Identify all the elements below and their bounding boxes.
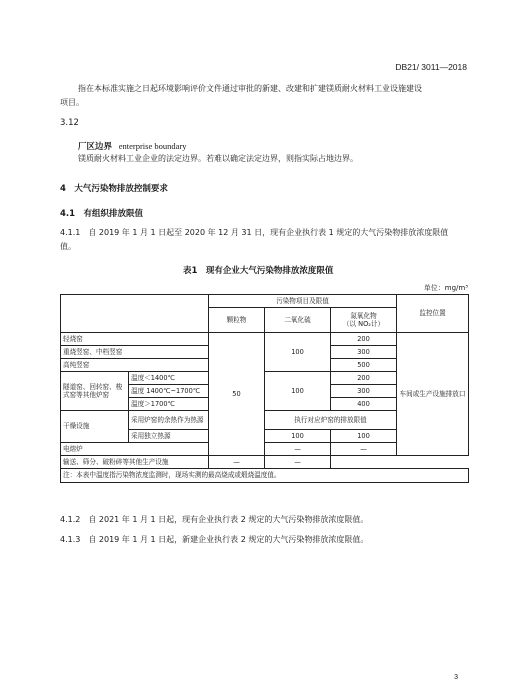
header-monitor-cell: 监控位置: [397, 295, 469, 333]
paragraph-intro: 指在本标准实施之日起环境影响评价文件通过审批的新建、改建和扩建镁质耐火材料工业设施建设: [78, 84, 422, 93]
nox-value-cell: 300: [331, 346, 397, 359]
dryer-limit-cell: 执行对应炉窑的排放限值: [265, 411, 397, 430]
row-label-high-purity-kiln: 高纯竖窑: [61, 359, 209, 372]
header-nox-cell: [331, 308, 397, 333]
section-4-1-3: 4.1.3 自 2019 年 1 月 1 日起，新建企业执行表 2 规定的大气污染物排放浓度限值。: [60, 535, 369, 544]
row-label-arc-furnace: 电熔炉: [61, 443, 209, 456]
temperature-label: 温度 1400℃~1700℃: [129, 385, 209, 398]
so2-value-cell-2: 100: [265, 372, 331, 411]
dryer-heat-source-label: 采用炉窑的余热作为热源: [129, 411, 209, 430]
so2-value-cell-1: 100: [265, 333, 331, 372]
row-label-dryer: 干燥设施: [61, 411, 129, 443]
temperature-label: 温度＜1400℃: [129, 372, 209, 385]
header-so2-cell: 二氧化硫: [265, 308, 331, 333]
row-label-heavy-kiln: 重烧竖窑、中档竖窑: [61, 346, 209, 359]
table-row: [61, 333, 469, 346]
temperature-label: 温度＞1700℃: [129, 398, 209, 411]
table-note: 注：本表中温度指污染物浓度监测时，现场实测的最高烧成或煅烧温度值。: [61, 469, 469, 483]
nox-value-cell: 200: [331, 372, 397, 385]
dash-cell: —: [209, 456, 265, 469]
dryer-so2-cell: 100: [265, 430, 331, 443]
term-chinese: 厂区边界: [78, 142, 113, 152]
pm-value-cell: 50: [209, 333, 265, 456]
header-nox-label: 氮氧化物: [350, 311, 377, 320]
dash-cell: —: [331, 443, 397, 456]
dash-cell: —: [265, 443, 331, 456]
section-4-1-1: 4.1.1 自 2019 年 1 月 1 日起至 2020 年 12 月 31 日，现有企业执行表 1 规定的大气污染物排放浓度限值: [60, 228, 449, 237]
emission-limits-table: [60, 294, 469, 483]
row-label-tunnel-kiln: 隧道窑、回转窑、梭式窑等其他炉窑: [61, 372, 129, 411]
dryer-nox-cell: 100: [331, 430, 397, 443]
nox-value-cell: 400: [331, 398, 397, 411]
table-note-row: [61, 469, 469, 483]
term-english: enterprise boundary: [118, 141, 187, 151]
monitor-value-cell: 车间或生产设施排放口: [397, 333, 469, 456]
page-number: 3: [454, 674, 458, 681]
table-unit: 单位：mg/m³: [423, 284, 468, 292]
document-code: DB21/ 3011—2018: [395, 62, 467, 72]
section-4-1-2: 4.1.2 自 2021 年 1 月 1 日起，现有企业执行表 2 规定的大气污染物排放浓度限值。: [60, 515, 369, 524]
nox-value-cell: 500: [331, 359, 397, 372]
header-corner-cell: [61, 295, 209, 333]
table-header-row-1: [61, 295, 469, 308]
table-title: 表1 现有企业大气污染物排放浓度限值: [183, 266, 334, 276]
row-label-transport: 输送、筛分、破粉碎等其他生产设施: [61, 456, 209, 469]
section-3-12-number: 3.12: [60, 118, 79, 128]
dryer-heat-source-label: 采用独立热源: [129, 430, 209, 443]
header-group-cell: 污染物项目及限值: [209, 295, 397, 308]
section-3-12-definition: 镁质耐火材料工业企业的法定边界。若难以确定法定边界，则指实际占地边界。: [78, 154, 358, 163]
section-4-heading: 4 大气污染物排放控制要求: [60, 184, 168, 194]
section-4-1-1-continuation: 值。: [60, 242, 76, 251]
paragraph-intro-continuation: 项目。: [60, 98, 84, 107]
header-pm-cell: 颗粒物: [209, 308, 265, 333]
section-3-12-term: [78, 140, 186, 152]
header-nox-sublabel: （以 NO₂计）: [342, 320, 385, 328]
table-row: [61, 456, 469, 469]
nox-value-cell: 200: [331, 333, 397, 346]
dash-cell: —: [265, 456, 331, 469]
nox-value-cell: 300: [331, 385, 397, 398]
section-4-1-heading: 4.1 有组织排放限值: [60, 209, 144, 219]
row-label-light-kiln: 轻烧窑: [61, 333, 209, 346]
